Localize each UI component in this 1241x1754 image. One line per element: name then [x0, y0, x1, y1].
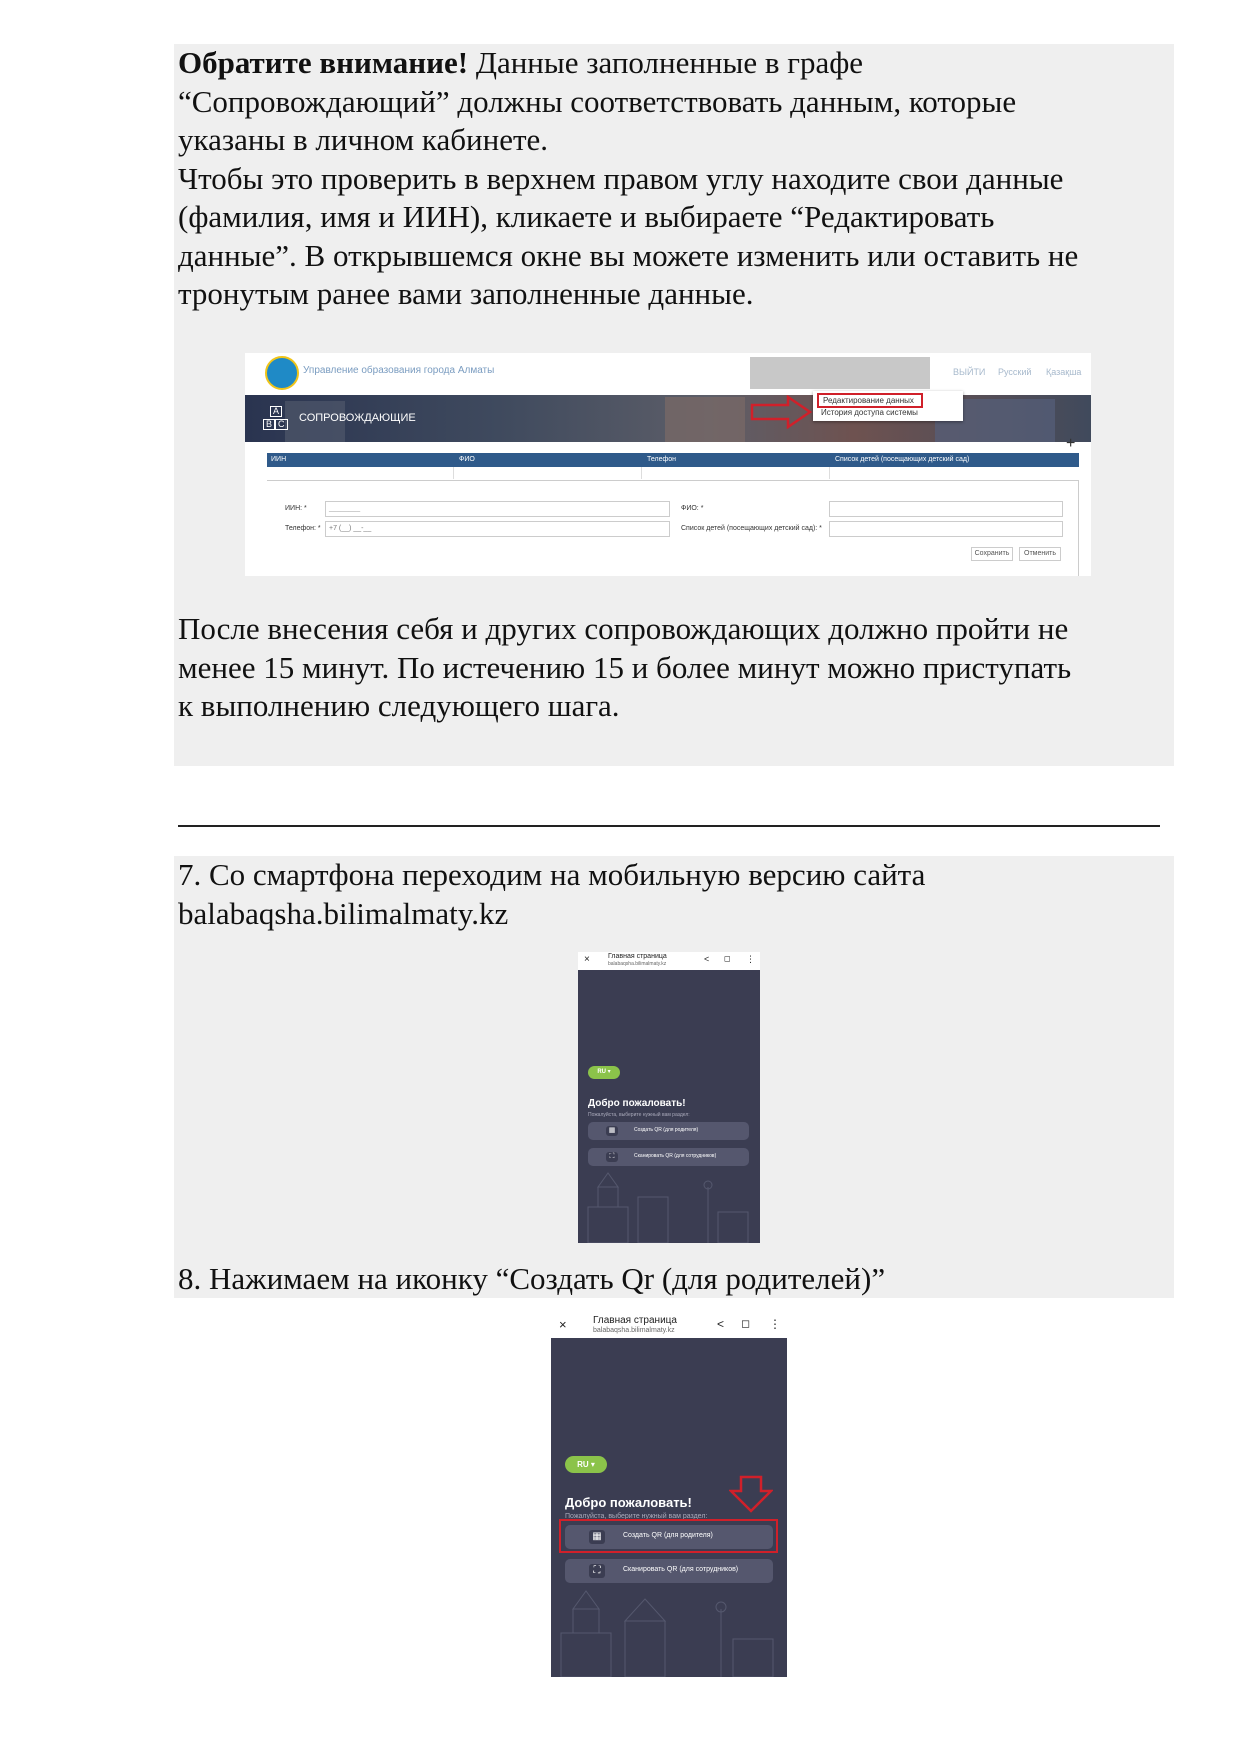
notice-paragraph — [178, 44, 1178, 314]
phone-screenshot-1 — [578, 952, 760, 1243]
portal-org-name: Управление образования города Алматы — [303, 365, 495, 376]
url-text: balabaqsha.bilimalmaty.kz — [593, 1327, 675, 1334]
banner-title: СОПРОВОЖДАЮЩИЕ — [299, 412, 416, 424]
notice-line: указаны в личном кабинете. — [178, 122, 549, 157]
after-paragraph — [178, 610, 1178, 726]
qr-icon: ▦ — [606, 1126, 618, 1136]
scan-qr-label: Сканировать QR (для сотрудников) — [623, 1566, 739, 1573]
table-header — [267, 453, 1079, 467]
after-line: менее 15 минут. По истечению 15 и более минут можно приступать — [178, 649, 1072, 685]
close-icon[interactable]: × — [584, 954, 590, 965]
notice-line: данные”. В открывшемся окне вы можете изменить или оставить не — [178, 237, 1079, 273]
welcome-title: Добро пожаловать! — [588, 1098, 686, 1109]
browser-bar — [578, 952, 760, 970]
notice-line: Чтобы это проверить в верхнем правом углу находите свои данные — [178, 160, 1064, 196]
scan-icon: ⛶ — [589, 1564, 605, 1578]
abc-icon — [263, 406, 289, 432]
red-arrow-icon — [750, 395, 812, 429]
create-qr-highlight — [559, 1519, 778, 1553]
column-header-children[interactable]: Список детей (посещающих детский сад) — [835, 456, 970, 463]
user-dropdown — [813, 391, 963, 421]
welcome-subtitle: Пожалуйста, выберите нужный вам раздел: — [588, 1112, 690, 1118]
scan-qr-button[interactable] — [588, 1148, 749, 1166]
banner-building-mid — [665, 397, 745, 442]
create-qr-label: Создать QR (для родителя) — [634, 1127, 699, 1133]
form-border-right — [1078, 480, 1079, 576]
column-header-iin[interactable]: ИИН — [271, 456, 287, 463]
welcome-subtitle: Пожалуйста, выберите нужный вам раздел: — [565, 1513, 708, 1520]
dropdown-item-edit-data[interactable]: Редактирование данных — [817, 393, 923, 408]
language-selector[interactable]: RU ▾ — [588, 1066, 620, 1079]
notice-line: Данные заполненные в графе — [475, 45, 864, 80]
create-qr-button[interactable] — [588, 1122, 749, 1140]
menu-icon[interactable]: ⋮ — [746, 954, 755, 964]
filter-iin-input[interactable] — [267, 467, 454, 479]
add-icon[interactable]: + — [1066, 435, 1076, 452]
step7-line: 7. Со смартфона переходим на мобильную версию сайта — [178, 857, 926, 892]
cancel-button[interactable]: Отменить — [1019, 547, 1061, 561]
phone-screenshot-2 — [551, 1313, 787, 1677]
step8-text: 8. Нажимаем на иконку “Создать Qr (для родителей)” — [178, 1261, 886, 1296]
menu-icon[interactable]: ⋮ — [769, 1317, 781, 1331]
save-button[interactable]: Сохранить — [971, 547, 1013, 561]
notice-bold-label: Обратите внимание! — [178, 45, 469, 80]
filter-fio-input[interactable] — [455, 467, 642, 479]
language-selector[interactable]: RU ▾ — [565, 1456, 607, 1473]
children-select[interactable] — [829, 521, 1063, 537]
fio-input[interactable] — [829, 501, 1063, 517]
after-line: После внесения себя и других сопровождающих должно пройти не — [178, 611, 1069, 646]
dropdown-item-access-history[interactable]: История доступа системы — [821, 408, 918, 417]
user-name-blurred[interactable] — [750, 357, 930, 389]
welcome-title: Добро пожаловать! — [565, 1495, 692, 1510]
url-text: balabaqsha.bilimalmaty.kz — [608, 961, 667, 967]
bookmark-icon[interactable]: ◻ — [724, 954, 731, 963]
nav-kazakh[interactable]: Қазақша — [1046, 367, 1082, 377]
nav-logout[interactable]: ВЫЙТИ — [953, 367, 986, 377]
scan-icon: ⛶ — [606, 1152, 618, 1162]
portal-logo — [265, 356, 299, 390]
after-line: к выполнению следующего шага. — [178, 688, 620, 723]
abc-letter: В — [263, 419, 275, 430]
iin-input[interactable]: ________ — [325, 501, 670, 517]
table-filter-row — [267, 467, 1079, 481]
fio-label: ФИО: * — [681, 505, 704, 512]
phone-label: Телефон: * — [285, 525, 321, 532]
share-icon[interactable]: < — [704, 954, 710, 964]
step7-line: balabaqsha.bilimalmaty.kz — [178, 895, 509, 931]
page-title: Главная страница — [593, 1315, 677, 1326]
scan-qr-button[interactable] — [565, 1559, 773, 1583]
create-qr-label: Создать QR (для родителя) — [623, 1532, 713, 1539]
nav-russian[interactable]: Русский — [998, 367, 1032, 377]
column-header-phone[interactable]: Телефон — [647, 456, 677, 463]
notice-line: (фамилия, имя и ИИН), кликаете и выбираете “Редактировать — [178, 199, 995, 234]
filter-phone-input[interactable] — [643, 467, 830, 479]
step7-paragraph — [178, 856, 1178, 933]
bookmark-icon[interactable]: ◻ — [741, 1318, 751, 1330]
city-skyline-illustration — [551, 1585, 787, 1677]
browser-bar — [551, 1313, 787, 1338]
step8-paragraph — [178, 1260, 1178, 1299]
horizontal-divider — [178, 825, 1160, 827]
iin-label: ИИН: * — [285, 505, 307, 512]
column-header-fio[interactable]: ФИО — [459, 456, 475, 463]
abc-letter: С — [275, 419, 288, 430]
close-icon[interactable]: × — [559, 1317, 567, 1332]
notice-line: тронутым ранее вами заполненные данные. — [178, 276, 754, 311]
portal-screenshot — [245, 353, 1091, 576]
red-down-arrow-icon — [729, 1475, 773, 1513]
share-icon[interactable]: < — [717, 1317, 725, 1331]
children-label: Список детей (посещающих детский сад): * — [681, 525, 822, 532]
scan-qr-label: Сканировать QR (для сотрудников) — [634, 1153, 717, 1159]
phone-input[interactable]: +7 (__) __-__ — [325, 521, 670, 537]
abc-letter: А — [270, 406, 282, 417]
page-title: Главная страница — [608, 953, 667, 960]
qr-icon: ▦ — [589, 1530, 605, 1544]
notice-line: “Сопровождающий” должны соответствовать данным, которые — [178, 83, 1017, 119]
city-skyline-illustration — [578, 1167, 760, 1243]
